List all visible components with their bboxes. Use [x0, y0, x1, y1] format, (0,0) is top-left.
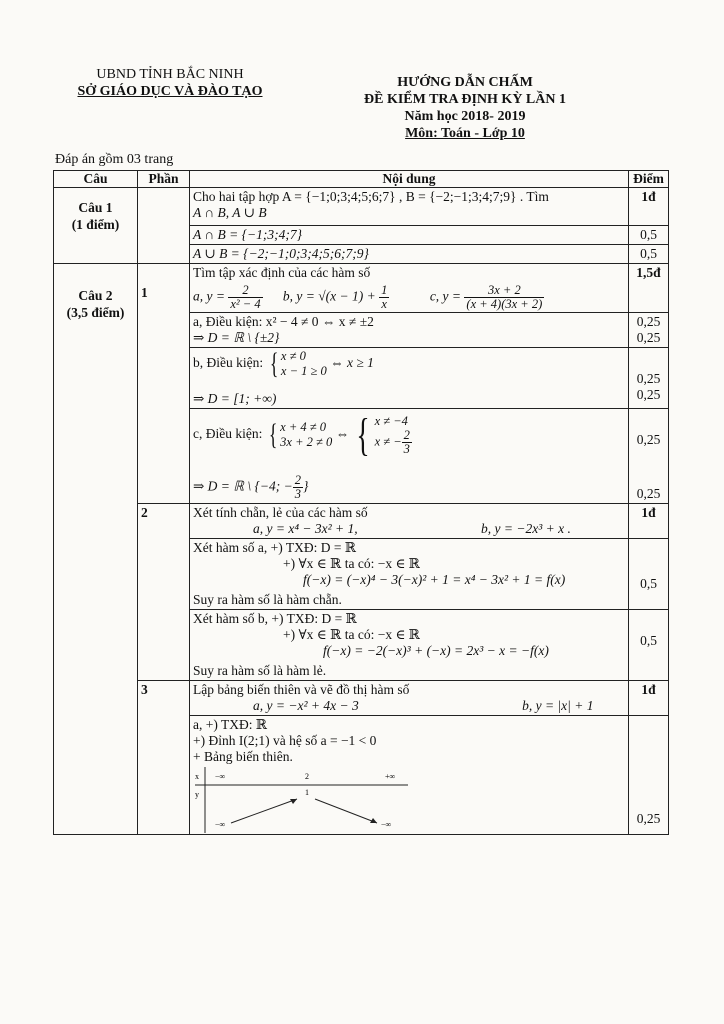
- bbt-x-right: +∞: [385, 772, 396, 781]
- cau1-phan-cell: [138, 188, 190, 264]
- cau2-p3-line2: +) Đỉnh I(2;1) và hệ số a = −1 < 0: [193, 733, 377, 748]
- cau2-p1-c-domain: ⇒ D = ℝ \ {−4; − $\frac{2}{3}$ }: [193, 473, 309, 501]
- table-row: [54, 681, 669, 716]
- cau2-p3-functions: a, y = −x² + 4x − 3 b, y = |x| + 1: [253, 698, 594, 713]
- cau2-p3-label-cell: [138, 681, 190, 835]
- cau2-p2-prompt-cell: [190, 504, 629, 539]
- cau2-p2-b-cell: [190, 610, 629, 681]
- func-a-fraction: $\frac{2}{\text{x² − 4}}$: [230, 283, 261, 311]
- bbt-y-left: −∞: [215, 820, 226, 829]
- cau1-name: Câu 1: [78, 200, 113, 215]
- cau2-p1-c-label: c, Điều kiện:: [193, 426, 263, 442]
- cau1-prompt-cell: [190, 188, 629, 226]
- cau2-p3-line3: + Bảng biến thiên.: [193, 749, 293, 764]
- cau2-p2-prompt: Xét tính chẵn, lẻ của các hàm số: [193, 505, 368, 520]
- cau2-p1-a-pt1: 0,25: [636, 314, 661, 329]
- cau2-p2-a-cell: [190, 539, 629, 610]
- page-count-note: Đáp án gồm 03 trang: [55, 152, 174, 167]
- header-right: [330, 74, 600, 142]
- cau1-prompt: Cho hai tập hợp A = {−1;0;3;4;5;6;7} , B = {−2;−1;3;4;7;9} . Tìm: [193, 189, 549, 204]
- cau2-p1-b-pt1: 0,25: [636, 371, 661, 386]
- cau2-p1-b-result: ⇔ x ≥ 1: [330, 355, 374, 371]
- cau1-score: (1 điểm): [71, 217, 120, 232]
- cau2-p2-a-line4: Suy ra hàm số là hàm chẵn.: [193, 592, 342, 607]
- doc-subtitle: ĐỀ KIỂM TRA ĐỊNH KỲ LẦN 1: [364, 92, 566, 107]
- cau2-p2-functions: a, y = x⁴ − 3x² + 1, b, y = −2x³ + x .: [253, 521, 571, 536]
- variation-table: [193, 767, 413, 833]
- cau2-p2-a-pt: 0,5: [640, 576, 657, 591]
- cau2-score: (3,5 điểm): [66, 305, 125, 320]
- cau2-p1-a-cell: [190, 313, 629, 348]
- bbt-increasing-arrow: [231, 799, 297, 823]
- office-name: SỞ GIÁO DỤC VÀ ĐÀO TẠO: [77, 84, 263, 99]
- doc-title: HƯỚNG DẪN CHẤM: [397, 75, 533, 90]
- bbt-y-top: 1: [305, 788, 309, 797]
- cau1-union-pt: 0,5: [629, 245, 669, 264]
- cau2-p2-b-line4: Suy ra hàm số là hàm lẻ.: [193, 663, 327, 678]
- cau1-union: A ∪ B = {−2;−1;0;3;4;5;6;7;9}: [190, 245, 629, 264]
- cau2-p1-a-domain: ⇒ D = ℝ \ {±2}: [193, 330, 280, 345]
- cau2-p3-line1: a, +) TXĐ: ℝ: [193, 717, 268, 732]
- cau2-p1-b-domain: ⇒ D = [1; +∞): [193, 391, 277, 406]
- bbt-x-label: x: [195, 772, 199, 781]
- cau2-p1-b-pt2: 0,25: [636, 387, 661, 402]
- col-header-phan: Phần: [138, 171, 190, 188]
- cau2-cell: [54, 264, 138, 835]
- cau2-p1-a-points: [629, 313, 669, 348]
- cau2-p1-c-cell: [190, 409, 629, 504]
- cau2-p1-a-condition: a, Điều kiện: x² − 4 ≠ 0 ⇔ x ≠ ±2: [193, 314, 374, 329]
- bbt-y-label: y: [195, 790, 199, 799]
- cau1-prompt2: A ∩ B, A ∪ B: [193, 205, 267, 220]
- cau2-p1-c-condition: c, Điều kiện: { x + 4 ≠ 0 3x + 2 ≠ 0 ⇔ { x ≠ −4 x ≠ − $\frac{2}{3}$: [193, 409, 410, 460]
- cau2-p1-b-points: [629, 348, 669, 409]
- cau2-p2-b-line2: +) ∀x ∈ ℝ ta có: −x ∈ ℝ: [283, 627, 421, 642]
- table-row: [54, 264, 669, 313]
- cau2-p3-solution-cell: [190, 716, 629, 835]
- cau2-p1-b-cell: [190, 348, 629, 409]
- cau2-p3-pt: 0,25: [636, 811, 661, 826]
- cau2-p2-a-point-cell: [629, 539, 669, 610]
- cau2-p1-c-points: [629, 409, 669, 504]
- cau2-p2-b-line3: f(−x) = −2(−x)³ + (−x) = 2x³ − x = −f(x): [323, 643, 549, 658]
- cau2-p2-a-line3: f(−x) = (−x)⁴ − 3(−x)² + 1 = x⁴ − 3x² + 1 = f(x): [303, 572, 566, 587]
- func-b-fraction: $\frac{1}{x}$: [381, 283, 388, 311]
- cau1-intersection: A ∩ B = {−1;3;4;7}: [190, 226, 629, 245]
- cau2-p1-total: 1,5đ: [629, 264, 669, 313]
- school-year: Năm học 2018- 2019: [404, 109, 526, 124]
- cau2-p1-a-pt2: 0,25: [636, 330, 661, 345]
- col-header-cau: Câu: [54, 171, 138, 188]
- cau2-p1-c-pt1: 0,25: [636, 432, 661, 447]
- cau2-p1-label: 1: [141, 285, 148, 300]
- cau2-p1-c-result: x ≠ −4 x ≠ − $\frac{2}{3}$: [374, 414, 410, 456]
- bbt-y-right: −∞: [381, 820, 392, 829]
- bbt-decreasing-arrow: [315, 799, 377, 823]
- func-a-prefix: a, y =: [193, 288, 225, 304]
- bbt-x-mid: 2: [305, 772, 309, 781]
- bbt-x-left: −∞: [215, 772, 226, 781]
- func-c-fraction: $\frac{3x + 2}{(x + 4)(3x + 2)}$: [466, 283, 543, 311]
- func-c-prefix: c, y =: [429, 288, 462, 304]
- cau2-p3-total: 1đ: [629, 681, 669, 716]
- cau2-p3-prompt-cell: [190, 681, 629, 716]
- table-row: [54, 188, 669, 226]
- answer-table: [53, 170, 669, 835]
- col-header-noidung: Nội dung: [190, 171, 629, 188]
- cau2-p1-label-cell: [138, 264, 190, 504]
- cau1-intersection-pt: 0,5: [629, 226, 669, 245]
- cau2-p2-b-pt: 0,5: [640, 633, 657, 648]
- department-name: UBND TỈNH BẮC NINH: [96, 67, 244, 82]
- cau2-p1-c-equiv: ⇔: [335, 426, 350, 442]
- cau2-p1-b-label: b, Điều kiện:: [193, 355, 264, 371]
- cau2-p2-label: 2: [141, 505, 148, 520]
- table-row: [54, 504, 669, 539]
- cau2-p1-b-condition: b, Điều kiện: { x ≠ 0 x − 1 ≥ 0 ⇔ x ≥ 1: [193, 347, 374, 380]
- cau2-p1-prompt-cell: [190, 264, 629, 313]
- col-header-diem: Điểm: [629, 171, 669, 188]
- cau2-p2-b-line1: Xét hàm số b, +) TXĐ: D = ℝ: [193, 611, 357, 626]
- cau2-p2-label-cell: [138, 504, 190, 681]
- subject: Môn: Toán - Lớp 10: [405, 126, 525, 141]
- cau2-p1-prompt: Tìm tập xác định của các hàm số: [193, 265, 371, 280]
- cau2-p2-a-line1: Xét hàm số a, +) TXĐ: D = ℝ: [193, 540, 357, 555]
- cau2-p1-c-pt2: 0,25: [636, 486, 661, 501]
- func-b-prefix: b, y = √(x − 1) +: [282, 288, 376, 304]
- cau2-p2-total: 1đ: [629, 504, 669, 539]
- cau2-p1-b-system: x ≠ 0 x − 1 ≥ 0: [280, 349, 327, 378]
- cau2-p1-functions: [193, 284, 625, 311]
- table-header-row: [54, 171, 669, 188]
- cau2-p2-a-line2: +) ∀x ∈ ℝ ta có: −x ∈ ℝ: [283, 556, 421, 571]
- cau2-p3-point-cell: [629, 716, 669, 835]
- cau2-p1-c-system: x + 4 ≠ 0 3x + 2 ≠ 0: [280, 420, 333, 449]
- cau1-total: 1đ: [629, 188, 669, 226]
- cau2-name: Câu 2: [78, 288, 113, 303]
- cau2-p3-label: 3: [141, 682, 148, 697]
- cau2-p3-prompt: Lập bảng biến thiên và vẽ đồ thị hàm số: [193, 682, 410, 697]
- cau2-p2-b-point-cell: [629, 610, 669, 681]
- cau1-cell: [54, 188, 138, 264]
- header-left: [60, 66, 280, 100]
